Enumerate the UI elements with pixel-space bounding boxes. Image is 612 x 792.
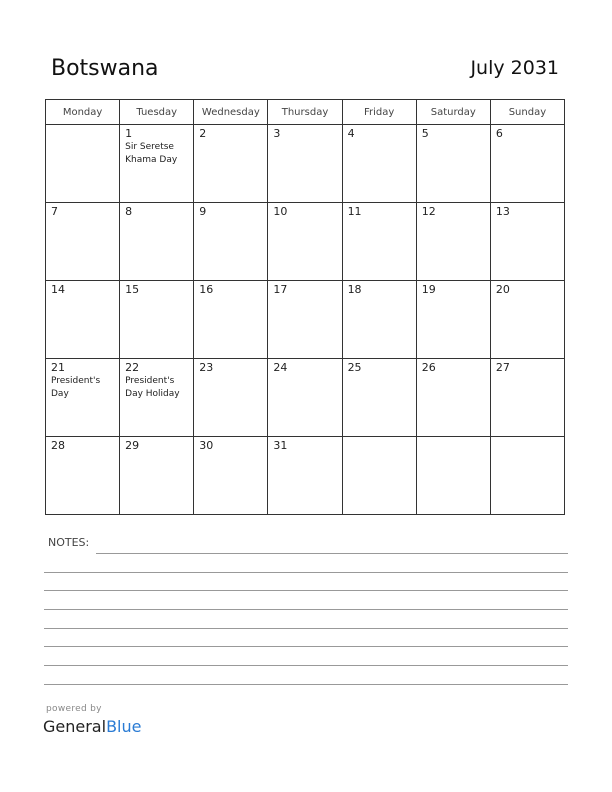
day-number: 27 — [495, 361, 510, 374]
brand-logo — [43, 717, 141, 736]
calendar-day-cell — [342, 437, 416, 515]
calendar-day-cell — [46, 281, 120, 359]
calendar-day-cell — [120, 359, 194, 437]
day-number: 13 — [495, 205, 510, 218]
day-number — [46, 125, 119, 127]
weekday-saturday: Saturday — [416, 100, 490, 125]
note-line — [44, 665, 568, 666]
note-line — [44, 646, 568, 647]
calendar-day-cell — [490, 125, 564, 203]
day-number: 26 — [421, 361, 436, 374]
calendar-grid — [45, 99, 565, 515]
brand-name-general: General — [43, 717, 107, 736]
day-number — [417, 437, 490, 439]
day-number: 10 — [273, 205, 288, 218]
page-title-month: July 2031 — [470, 57, 559, 79]
calendar-week-row — [46, 281, 565, 359]
holiday-label: Day — [51, 388, 69, 399]
calendar-day-cell — [490, 359, 564, 437]
day-number: 7 — [51, 205, 58, 218]
calendar-day-cell — [194, 359, 268, 437]
day-number: 30 — [199, 439, 214, 452]
holiday-label: Khama Day — [125, 154, 178, 165]
holiday-label: President's — [51, 376, 101, 386]
calendar-day-cell — [268, 359, 342, 437]
note-line — [44, 684, 568, 685]
day-number: 8 — [125, 205, 133, 218]
weekday-monday: Monday — [46, 100, 120, 125]
calendar-day-cell — [194, 281, 268, 359]
calendar-day-cell — [416, 281, 490, 359]
calendar-day-cell — [416, 359, 490, 437]
calendar-day-cell — [490, 281, 564, 359]
calendar-day-cell — [120, 125, 194, 203]
calendar-day-cell — [46, 359, 120, 437]
day-number: 21 — [51, 361, 65, 374]
calendar-day-cell — [120, 281, 194, 359]
day-number: 16 — [199, 283, 214, 296]
note-line — [44, 628, 568, 629]
day-number — [491, 437, 564, 439]
note-line — [44, 609, 568, 610]
day-number — [343, 437, 416, 439]
calendar-day-cell — [194, 125, 268, 203]
calendar-day-cell — [46, 203, 120, 281]
holiday-label: Sir Seretse — [125, 142, 174, 152]
day-number: 28 — [51, 439, 65, 452]
weekday-sunday: Sunday — [490, 100, 564, 125]
calendar-day-cell — [416, 203, 490, 281]
day-number: 15 — [125, 283, 140, 296]
brand-powered-by: powered by — [46, 704, 102, 714]
calendar-day-cell — [46, 125, 120, 203]
brand-name-blue: Blue — [106, 717, 142, 736]
day-number: 19 — [421, 283, 436, 296]
day-number: 31 — [273, 439, 288, 452]
weekday-friday: Friday — [342, 100, 416, 125]
day-number: 9 — [199, 205, 207, 218]
day-number: 18 — [347, 283, 362, 296]
calendar-day-cell — [268, 125, 342, 203]
calendar-week-row — [46, 203, 565, 281]
calendar-day-cell — [490, 437, 564, 515]
calendar-week-row — [46, 359, 565, 437]
holiday-label: President's — [125, 376, 175, 386]
day-number: 4 — [347, 127, 355, 140]
calendar-day-cell — [120, 203, 194, 281]
calendar-day-cell — [342, 203, 416, 281]
day-number: 11 — [347, 205, 362, 218]
calendar-day-cell — [490, 203, 564, 281]
weekday-thursday: Thursday — [268, 100, 342, 125]
day-number: 3 — [273, 127, 281, 140]
day-number: 22 — [125, 361, 140, 374]
day-number: 12 — [421, 205, 436, 218]
day-number: 25 — [347, 361, 362, 374]
calendar-day-cell — [120, 437, 194, 515]
note-line — [44, 572, 568, 573]
day-number: 1 — [125, 127, 133, 140]
calendar-day-cell — [342, 281, 416, 359]
day-number: 6 — [495, 127, 503, 140]
calendar-day-cell — [342, 125, 416, 203]
calendar-day-cell — [268, 203, 342, 281]
calendar-day-cell — [416, 437, 490, 515]
day-number: 29 — [125, 439, 140, 452]
notes-label: NOTES: — [48, 536, 90, 549]
weekday-header-row — [46, 100, 565, 125]
weekday-wednesday: Wednesday — [194, 100, 268, 125]
calendar-day-cell — [342, 359, 416, 437]
calendar-day-cell — [268, 437, 342, 515]
note-line — [44, 590, 568, 591]
day-number: 5 — [421, 127, 429, 140]
calendar-day-cell — [416, 125, 490, 203]
day-number: 2 — [199, 127, 207, 140]
day-number: 14 — [51, 283, 65, 296]
day-number: 20 — [495, 283, 510, 296]
calendar-day-cell — [194, 437, 268, 515]
calendar-day-cell — [268, 281, 342, 359]
calendar-week-row — [46, 437, 565, 515]
day-number: 17 — [273, 283, 288, 296]
calendar-day-cell — [194, 203, 268, 281]
day-number: 23 — [199, 361, 214, 374]
calendar-week-row — [46, 125, 565, 203]
holiday-label: Day Holiday — [125, 388, 180, 399]
calendar-day-cell — [46, 437, 120, 515]
note-line — [96, 553, 568, 554]
page-title-country: Botswana — [51, 56, 159, 81]
weekday-tuesday: Tuesday — [120, 100, 194, 125]
day-number: 24 — [273, 361, 288, 374]
